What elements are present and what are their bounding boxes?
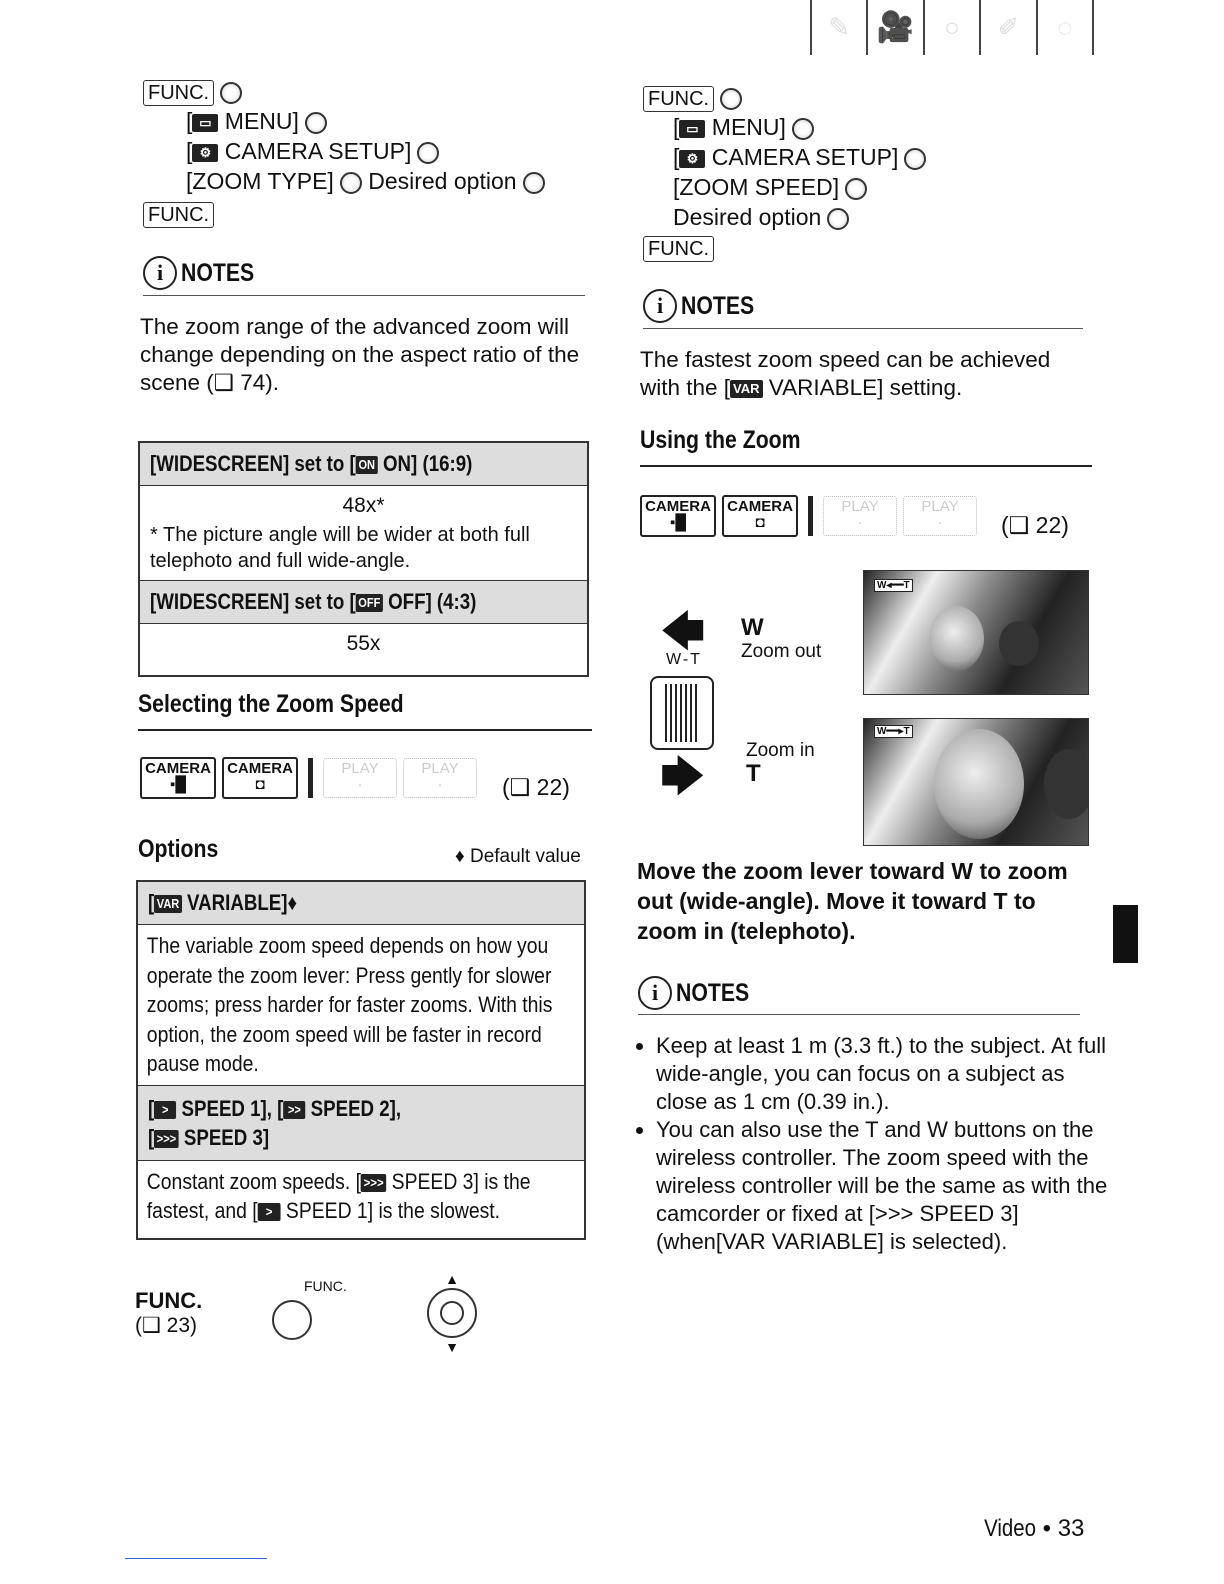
page-number: 33 [1057,1515,1085,1542]
text-fragment [929,606,984,671]
page-footer [975,1515,1084,1543]
step-camera-setup: CAMERA SETUP] [711,144,899,170]
right-notes-text [640,346,1090,402]
text-fragment: · [857,514,863,531]
text-fragment: [ ▭ MENU] [673,112,926,142]
header-text: [WIDESCREEN] set to [ [150,589,356,614]
set-button-icon [792,118,814,140]
step-camera-setup: CAMERA SETUP] [224,138,412,164]
section-tabs [810,0,1094,55]
divider [638,1014,1080,1015]
zoom-value: 55x [346,632,381,655]
section-title: Selecting the Zoom Speed [138,690,404,718]
func-button-label: FUNC. [304,1278,347,1294]
divider [640,465,1092,467]
text-fragment: · [937,514,943,531]
zoom-out-label: Zoom out [741,641,822,662]
section-title: Using the Zoom [640,426,801,454]
text-fragment: PLAY [921,498,959,515]
set-button-icon [720,88,742,110]
text-fragment: · [437,776,443,793]
text-fragment [186,166,545,196]
func-key: FUNC. [143,80,214,106]
text-fragment [440,1301,464,1325]
text-fragment: W◂━━T [874,579,913,592]
play-video-mode-icon [323,758,397,798]
text-fragment [673,202,926,232]
mode-separator [808,496,813,536]
text-fragment: PLAY [841,498,879,515]
camera-setup-icon: ⚙ [192,144,218,162]
set-button-icon [417,142,439,164]
text-fragment [150,451,472,477]
text-fragment: PLAY [421,760,459,777]
bracket: [ [186,138,193,164]
divider [143,295,585,296]
tab-icon-4[interactable]: ✐ [979,0,1035,55]
text-fragment: CAMERA [727,498,793,515]
step-menu: MENU] [711,114,786,140]
text-fragment: SPEED 1] is the slowest. [280,1198,501,1223]
text-fragment: T [903,726,910,737]
set-button-icon [305,112,327,134]
text-fragment: VARIABLE] setting. [762,375,963,400]
set-button-icon [827,208,849,230]
zoom-range-table [138,441,589,677]
telephoto-photo [863,718,1089,846]
text-fragment [186,106,545,136]
func-key: FUNC. [143,202,214,228]
step-zoom-type: [ZOOM TYPE] [186,168,334,194]
play-photo-mode-icon [903,496,977,536]
text-fragment: ▪█ [670,514,686,531]
bracket: [ [186,108,193,134]
speed3-icon: >>> [154,1130,178,1148]
list-item: • Keep at least 1 m (3.3 ft.) to the subject. At full wide-angle, you can focus on a subject as close as 1 cm (0.39 in.). [656,1032,1111,1116]
zoom-lever-icon [650,676,714,750]
set-button-icon [340,172,362,194]
menu-icon: ▭ [679,120,705,138]
info-icon: i [638,976,672,1010]
func-key: FUNC. [643,236,714,262]
text-fragment [143,198,545,228]
page-reference: (❑ 22) [502,774,570,800]
set-button-icon [523,172,545,194]
options-title: Options [138,835,219,863]
mode-separator [308,758,313,798]
text-fragment: T [903,580,910,591]
text-fragment: · [357,776,363,793]
page-reference: (❑ 22) [1001,512,1069,538]
table-header [140,580,587,624]
text-fragment [150,589,476,615]
option-speed-header [138,1085,584,1161]
text-fragment: SPEED 3] [178,1124,270,1150]
chapter-tab-marker [1113,905,1138,963]
instruction-text: Move the zoom lever toward W to zoom out (wide-angle). Move it toward T to zoom in (telephoto). [637,858,1068,944]
mode-icons [640,495,977,537]
joystick-icon: ▲ ▼ [425,1272,479,1352]
text-fragment: > [258,1203,281,1221]
zoom-in-label: Zoom in [746,740,815,761]
arrow-right-icon: 🡆 [660,752,706,801]
arrow-left-icon: 🡄 [660,607,706,656]
right-notes2-heading [638,976,763,1010]
speed2-icon: >> [283,1101,305,1119]
video-camera-icon[interactable]: 🎥 [866,0,922,55]
text-fragment: W [877,726,887,737]
text-fragment: W━━▸T [874,725,913,738]
w-label: W [741,614,764,641]
divider [138,729,592,731]
options-table [136,880,586,1240]
footnote: * The picture angle will be wider at both full telephoto and full wide-angle. [150,524,530,572]
footer-bullet: • [1042,1515,1052,1542]
text-fragment [143,76,545,106]
list-item: • You can also use the T and W buttons on the wireless controller. The zoom speed with the wireless controller will be the same as with the camcorder or fixed at [>>> SPEED 3] (when[VAR VARIABLE] is selected). [656,1116,1111,1256]
header-text: [WIDESCREEN] set to [ [150,451,356,476]
text-fragment [643,232,926,262]
table-header [140,443,587,486]
wt-label: W-T [666,651,702,668]
step-desired-option: Desired option [368,168,517,194]
text-fragment: [ [148,890,155,915]
func-label: FUNC. [135,1288,203,1313]
zoom-value: 48x* [342,494,385,517]
header-text: ON] (16:9) [377,451,473,476]
text-fragment: CAMERA [645,498,711,515]
camera-photo-mode-icon [722,495,798,537]
tab-icon-5[interactable]: ◌ [1036,0,1094,55]
text-fragment [1044,749,1089,819]
var-icon: VAR [154,895,182,913]
notes-title: NOTES [681,291,755,320]
left-procedure [143,76,545,228]
text-fragment [643,82,926,112]
text-fragment: ◘ [255,776,265,793]
text-fragment: PLAY [341,760,379,777]
page-reference: (❑ 23) [135,1314,198,1337]
text-fragment: SPEED 3] is the fastest, and [ [146,1168,531,1223]
text-fragment [673,172,926,202]
footer-section: Video [984,1515,1036,1542]
text-fragment: CAMERA [227,760,293,777]
text-fragment: The fastest zoom speed can be achieved with the [ [640,347,1051,400]
default-value-note: ♦ Default value [455,846,581,867]
tab-icon-3[interactable]: ○ [923,0,979,55]
widescreen-off-icon: OFF [356,594,383,612]
notes-list [636,1032,1111,1256]
option-variable-header [138,882,584,925]
set-button-icon [904,148,926,170]
var-icon: VAR [730,380,762,398]
text-fragment: [ > SPEED 1], [ >> SPEED 2], [ >>> SPEED 3] [148,1095,402,1150]
camera-photo-mode-icon [222,757,298,799]
text-fragment: W [877,580,887,591]
notes-title: NOTES [181,258,255,287]
play-video-mode-icon [823,496,897,536]
text-fragment: ◘ [755,514,765,531]
left-notes-heading [143,256,268,290]
text-fragment [999,621,1039,666]
menu-icon: ▭ [192,114,218,132]
camera-video-mode-icon [640,495,716,537]
notes-title: NOTES [676,978,750,1007]
set-button-icon [220,82,242,104]
set-button-icon [845,178,867,200]
speed1-icon: > [154,1101,176,1119]
widescreen-on-icon: ON [356,456,378,474]
text-fragment [934,729,1024,839]
text-fragment [186,136,545,166]
text-fragment: SPEED 2], [305,1095,402,1121]
t-label: T [746,760,761,787]
mode-icons [140,757,477,799]
func-key: FUNC. [643,86,714,112]
play-photo-mode-icon [403,758,477,798]
footer-line [125,1558,267,1559]
divider [643,328,1083,329]
right-notes-heading [643,289,768,323]
text-fragment [148,890,297,916]
header-text: OFF] (4:3) [382,589,477,614]
text-fragment: >>> [361,1174,386,1192]
camera-video-mode-icon [140,757,216,799]
info-icon: i [643,289,677,323]
camera-setup-icon: ⚙ [679,150,705,168]
step-zoom-speed: [ZOOM SPEED] [673,174,840,200]
text-fragment: Constant zoom speeds. [ [146,1168,361,1194]
tab-icon-1[interactable]: ✎ [810,0,866,55]
text-fragment: SPEED 1], [ [176,1095,284,1121]
text-fragment [427,1288,477,1338]
text-fragment: ▪█ [170,776,186,793]
text-fragment: CAMERA [145,760,211,777]
text-fragment: VARIABLE]♦ [181,890,298,915]
right-procedure [643,82,926,262]
info-icon: i [143,256,177,290]
text-fragment: [ ⚙ CAMERA SETUP] [673,142,926,172]
step-desired-option: Desired option [673,204,822,230]
option-description [138,1161,587,1232]
option-description: The variable zoom speed depends on how you operate the zoom lever: Press gently for slower zooms; press harder for faster zooms. With this option, the zoom speed will be faster in record pause mode. [146,933,553,1076]
wide-angle-photo [863,570,1089,695]
func-button-icon [272,1300,312,1340]
step-menu: MENU] [224,108,299,134]
left-notes-text: The zoom range of the advanced zoom will change depending on the aspect ratio of the scene (❑ 74). [140,314,580,395]
